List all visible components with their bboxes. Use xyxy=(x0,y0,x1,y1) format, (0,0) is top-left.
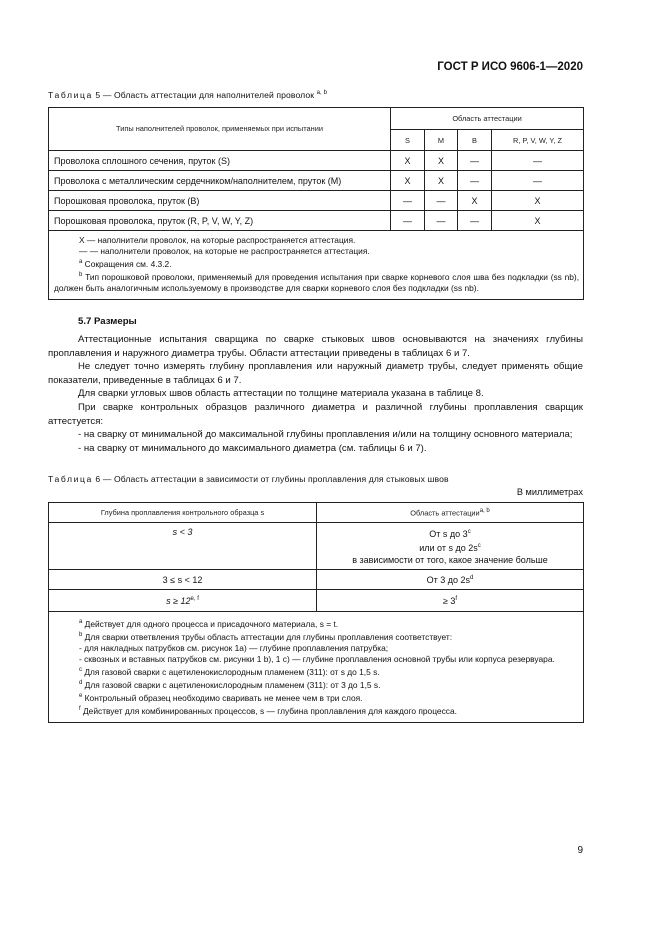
section-body xyxy=(48,333,583,455)
paragraph: - на сварку от минимальной до максимальной глубины проплавления и/или на толщину основного материала; xyxy=(78,429,573,441)
page-number: 9 xyxy=(577,845,583,856)
section-title: 5.7 Размеры xyxy=(78,316,137,327)
table5-row4-type: Порошковая проволока, пруток (R, P, V, W, Y, Z) xyxy=(49,211,391,231)
table5-row2-cell: — xyxy=(458,171,492,191)
table6-row1-depth: s < 3 xyxy=(49,523,317,570)
table6-row2-range: От 3 до $2s^d$ xyxy=(317,570,584,590)
table5-row3-cell: X xyxy=(458,191,492,211)
table5-row4-cell: — xyxy=(458,211,492,231)
table5-row1-cell: — xyxy=(492,151,584,171)
table5-row3-cell: — xyxy=(425,191,458,211)
paragraph: При сварке контрольных образцов различного диаметра и различной глубины проплавления сварщик аттестуется: xyxy=(48,401,583,427)
table6-caption-label: Таблица xyxy=(48,474,93,484)
paragraph: Аттестационные испытания сварщика по сварке стыковых швов основываются на значениях глубины проплавления и наружного диаметра трубы. Области аттестации приведены в таблицах 6 и 7. xyxy=(48,334,583,359)
table5-row2-type: Проволока с металлическим сердечником/наполнителем, пруток (M) xyxy=(49,171,391,191)
table5-row4-cell: — xyxy=(425,211,458,231)
table5-subheader-m: M xyxy=(425,130,458,151)
table5-row3-type: Порошковая проволока, пруток (B) xyxy=(49,191,391,211)
table5-caption-label: Таблица xyxy=(48,90,93,100)
table5-note-x: X — наполнители проволок, на которые распространяется аттестация. xyxy=(79,235,356,245)
table5-row3-cell: — xyxy=(391,191,425,211)
table6-caption-number: 6 xyxy=(95,474,101,484)
table5-caption-sup: a, b xyxy=(316,90,328,97)
table5-row4-cell: X xyxy=(492,211,584,231)
table6 xyxy=(48,502,584,723)
table6-footnote-b-item2: - сквозных и вставных патрубков см. рисунки 1 b), 1 с) — глубине проплавления основной трубы или корпуса резервуара. xyxy=(79,654,555,665)
table6-row3-depth: $s \ge 12^{e, f}$ xyxy=(49,590,317,612)
table5 xyxy=(48,107,584,300)
table-row xyxy=(49,191,584,211)
table5-caption-text: — Область аттестации для наполнителей проволок xyxy=(100,90,315,100)
table-row xyxy=(49,523,584,570)
table6-footnote-e: $^e$ Контрольный образец необходимо сваривать не менее чем в три слоя. xyxy=(79,693,363,704)
table6-footnote-d: $^d$ Для газовой сварки с ацетиленокислородным пламенем (311): от 3 до 1,5 s. xyxy=(79,680,381,691)
table6-footnote-f: $^f$ Действует для комбинированных процессов, s — глубина проплавления для каждого процесса. xyxy=(79,706,457,717)
table6-units: В миллиметрах xyxy=(516,487,583,497)
table5-subheader-b: B xyxy=(458,130,492,151)
paragraph: Не следует точно измерять глубину проплавления или наружный диаметр трубы, следует применять общие показатели, приведенные в таблицах 6 и 7. xyxy=(48,361,583,386)
table6-col2-header: Область аттестации$^{a, b}$ xyxy=(317,503,584,523)
table5-row2-cell: — xyxy=(492,171,584,191)
table6-row1-range: От s до 3$^c$ или от s до $2s^c$ в зависимости от того, какое значение больше xyxy=(317,523,584,570)
table6-footnotes xyxy=(49,612,584,723)
table5-row4-cell: — xyxy=(391,211,425,231)
paragraph: - на сварку от минимального до максимального диаметра (см. таблицы 6 и 7). xyxy=(78,442,427,454)
table5-row1-type: Проволока сплошного сечения, пруток (S) xyxy=(49,151,391,171)
table5-col-range-header: Область аттестации xyxy=(391,108,584,130)
table5-note-dash: — — наполнители проволок, на которые не распространяется аттестация. xyxy=(79,246,370,257)
table5-subheader-s: S xyxy=(391,130,425,151)
table-row xyxy=(49,570,584,590)
table5-row1-cell: — xyxy=(458,151,492,171)
table6-footnote-b-item1: - для накладных патрубков см. рисунок 1а) — глубине проплавления патрубка; xyxy=(79,643,389,653)
table6-row3-range: ≥ $3^f$ xyxy=(317,590,584,612)
table5-footnote-b: $^b$ Тип порошковой проволоки, применяемый для проведения испытания при сварке корневого слоя шва без подкладки (ss nb), должен быть аналогичным используемому в производстве для сварки корневого слоя без подкладки (ss nb). xyxy=(54,272,580,294)
table5-row1-cell: X xyxy=(425,151,458,171)
table5-row2-cell: X xyxy=(391,171,425,191)
table5-footnote-a: $^a$ Сокращения см. 4.3.2. xyxy=(79,259,172,270)
table5-notes xyxy=(49,231,584,300)
table5-row1-cell: X xyxy=(391,151,425,171)
table6-footnote-a: $^a$ Действует для одного процесса и присадочного материала, s = t. xyxy=(79,618,339,629)
table5-row3-cell: X xyxy=(492,191,584,211)
table5-row2-cell: X xyxy=(425,171,458,191)
document-standard-header: ГОСТ Р ИСО 9606-1—2020 xyxy=(437,61,583,73)
table6-caption xyxy=(48,474,449,484)
table5-caption xyxy=(48,90,327,100)
table6-row2-depth: 3 ≤ s < 12 xyxy=(49,570,317,590)
table-row xyxy=(49,590,584,612)
table5-subheader-rpvwyz: R, P, V, W, Y, Z xyxy=(492,130,584,151)
table6-caption-text: — Область аттестации в зависимости от глубины проплавления для стыковых швов xyxy=(100,474,449,484)
table6-col1-header: Глубина проплавления контрольного образца s xyxy=(49,503,317,523)
table-row xyxy=(49,151,584,171)
table-row xyxy=(49,171,584,191)
table-row xyxy=(49,211,584,231)
paragraph: Для сварки угловых швов область аттестации по толщине материала указана в таблице 8. xyxy=(78,388,484,400)
table5-caption-number: 5 xyxy=(95,90,101,100)
table5-col-type-header: Типы наполнителей проволок, применяемых при испытании xyxy=(49,108,391,151)
table6-footnote-b: $^b$ Для сварки ответвления трубы область аттестации для глубины проплавления соответствует: xyxy=(79,631,453,642)
table6-footnote-c: $^c$ Для газовой сварки с ацетиленокислородным пламенем (311): от s до 1,5 s. xyxy=(79,667,380,678)
